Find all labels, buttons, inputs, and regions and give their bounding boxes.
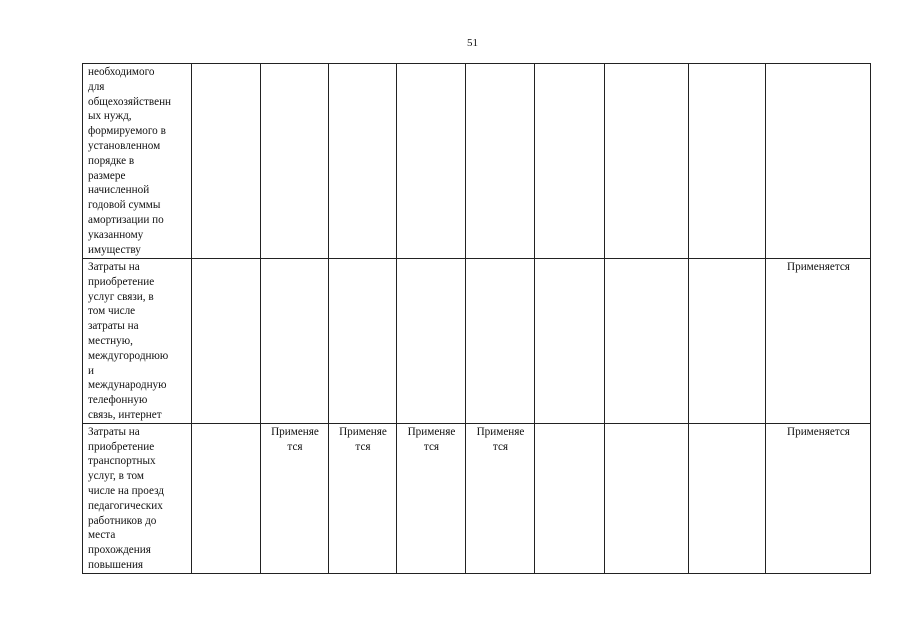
table-cell: [466, 259, 535, 424]
table-cell-applied: Применяется: [766, 259, 871, 424]
table-cell-applied: Применяе тся: [329, 423, 397, 573]
table-cell: [689, 423, 766, 573]
cost-application-table: [82, 63, 871, 574]
table-cell-applied: Применяе тся: [261, 423, 329, 573]
table-cell: [192, 64, 261, 259]
table-cell: [466, 64, 535, 259]
table-cell: [605, 64, 689, 259]
table-row: [83, 259, 871, 424]
table-cell: [689, 64, 766, 259]
table-cell-applied: Применяе тся: [397, 423, 466, 573]
table-cell: [329, 259, 397, 424]
table-cell: [192, 423, 261, 573]
table-cell: [397, 259, 466, 424]
table-row: [83, 64, 871, 259]
table-cell-applied: Применяе тся: [466, 423, 535, 573]
table-cell-applied: Применяется: [766, 423, 871, 573]
row-description: Затраты на приобретение услуг связи, в том числе затраты на местную, междугороднюю и международную телефонную связь, интернет: [83, 259, 192, 424]
page-number: 51: [467, 37, 478, 49]
table-row: [83, 423, 871, 573]
table-cell: [535, 423, 605, 573]
table-cell: [689, 259, 766, 424]
table-cell: [261, 64, 329, 259]
table-cell: [192, 259, 261, 424]
table-cell: [329, 64, 397, 259]
table-cell: [766, 64, 871, 259]
table-cell: [397, 64, 466, 259]
table-cell: [535, 259, 605, 424]
row-description: Затраты на приобретение транспортных услуг, в том числе на проезд педагогических работников до места прохождения повышения: [83, 423, 192, 573]
table-cell: [605, 423, 689, 573]
table-cell: [261, 259, 329, 424]
row-description: необходимого для общехозяйственн ых нужд, формируемого в установленном порядке в размере начисленной годовой суммы амортизации по указанному имуществу: [83, 64, 192, 259]
table-cell: [535, 64, 605, 259]
table-cell: [605, 259, 689, 424]
